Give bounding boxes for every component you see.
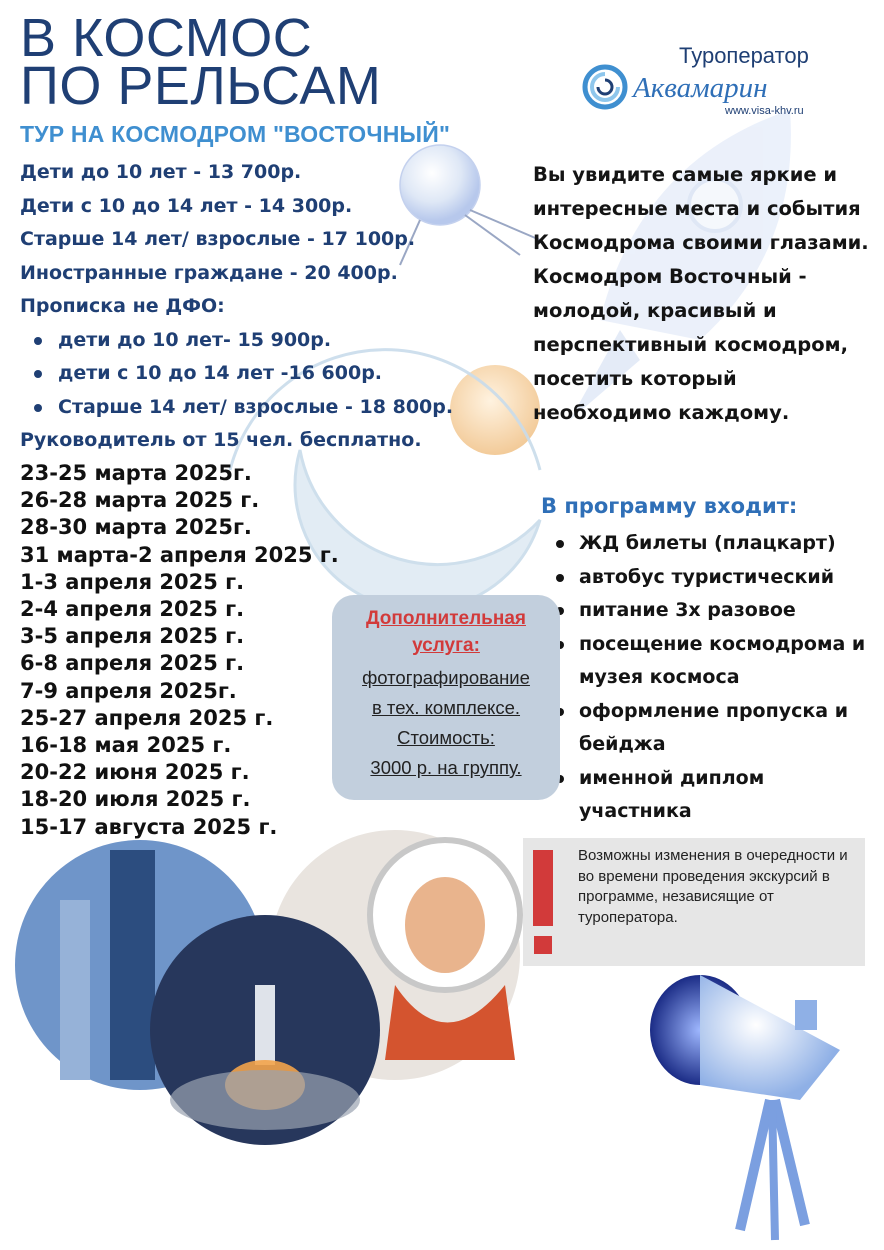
- tour-date: 2-4 апреля 2025 г.: [20, 597, 245, 622]
- included-item: автобус туристический: [553, 561, 873, 595]
- tour-date: 16-18 мая 2025 г.: [20, 733, 232, 758]
- operator-name: Аквамарин: [633, 72, 768, 104]
- non-dfo-price-item: дети с 10 до 14 лет -16 600р.: [34, 357, 453, 391]
- included-list: [553, 527, 873, 829]
- tour-date: 1-3 апреля 2025 г.: [20, 569, 245, 594]
- tour-dates-list: [20, 460, 339, 841]
- operator-url[interactable]: www.visa-khv.ru: [725, 105, 804, 117]
- orange-planet-illustration: [450, 365, 540, 455]
- exclamation-icon: [533, 850, 553, 926]
- included-item: именной диплом участника: [553, 762, 873, 829]
- swirl-logo-icon: [580, 62, 630, 112]
- page-title: [20, 8, 382, 116]
- extra-line-4: 3000 р. на группу.: [370, 757, 522, 778]
- included-item: оформление пропуска и бейджа: [553, 695, 873, 762]
- page-subtitle: ТУР НА КОСМОДРОМ "ВОСТОЧНЫЙ": [20, 121, 451, 147]
- extra-service-heading: [332, 605, 560, 659]
- tour-date: 15-17 августа 2025 г.: [20, 814, 278, 839]
- title-line-1: В КОСМОС: [20, 8, 313, 68]
- non-dfo-price-item: дети до 10 лет- 15 900р.: [34, 324, 453, 358]
- extra-line-3: Стоимость:: [397, 727, 495, 748]
- tour-description: Вы увидите самые яркие и интересные места и события Космодрома своими глазами. Космодром Восточный - молодой, красивый и перспективный космодром, посетить который необходимо каждому.: [533, 163, 869, 424]
- tour-date: 6-8 апреля 2025 г.: [20, 651, 245, 676]
- leader-note: Руководитель от 15 чел. бесплатно.: [20, 429, 422, 451]
- included-item: ЖД билеты (плацкарт): [553, 527, 873, 561]
- tour-date: 26-28 марта 2025 г.: [20, 488, 260, 513]
- tour-date: 23-25 марта 2025г.: [20, 461, 252, 485]
- extra-heading-line-2: услуга:: [412, 635, 480, 656]
- extra-service-box: [332, 595, 560, 800]
- operator-label: Туроператор: [679, 43, 809, 68]
- title-line-2: ПО РЕЛЬСАМ: [20, 56, 382, 116]
- price-kids-under-10: Дети до 10 лет - 13 700р.: [20, 161, 302, 183]
- telescope-illustration: [650, 975, 840, 1240]
- non-dfo-group: [20, 324, 453, 425]
- price-foreigners: Иностранные граждане - 20 400р.: [20, 261, 398, 284]
- tour-date: 31 марта-2 апреля 2025 г.: [20, 542, 339, 567]
- price-adults: Старше 14 лет/ взрослые - 17 100р.: [20, 228, 416, 250]
- tour-date: 28-30 марта 2025г.: [20, 515, 252, 540]
- extra-heading-line-1: Дополнительная: [366, 608, 526, 629]
- extra-service-details: [332, 663, 560, 783]
- non-dfo-price-item: Старше 14 лет/ взрослые - 18 800р.: [34, 391, 453, 425]
- exclamation-dot-icon: [534, 936, 552, 954]
- tour-date: 18-20 июля 2025 г.: [20, 787, 251, 812]
- rocket-launch-photo: [150, 915, 380, 1145]
- extra-line-2: в тех. комплексе.: [371, 697, 521, 718]
- change-notice: [523, 838, 865, 966]
- tour-date: 3-5 апреля 2025 г.: [20, 624, 245, 649]
- included-heading: В программу входит:: [541, 494, 798, 518]
- price-kids-10-14: Дети с 10 до 14 лет - 14 300р.: [20, 194, 353, 217]
- non-dfo-heading: Прописка не ДФО:: [20, 295, 225, 317]
- tour-date: 25-27 апреля 2025 г.: [20, 705, 274, 730]
- tour-date: 20-22 июня 2025 г.: [20, 760, 250, 785]
- tour-date: 7-9 апреля 2025г.: [20, 678, 237, 703]
- included-item: посещение космодрома и музея космоса: [553, 628, 873, 695]
- price-list: [20, 156, 453, 458]
- included-item: питание 3х разовое: [553, 594, 873, 628]
- notice-text: Возможны изменения в очередности и во времени проведения экскурсий в программе, независящие от туроператора.: [578, 847, 848, 926]
- extra-line-1: фотографирование: [362, 667, 530, 688]
